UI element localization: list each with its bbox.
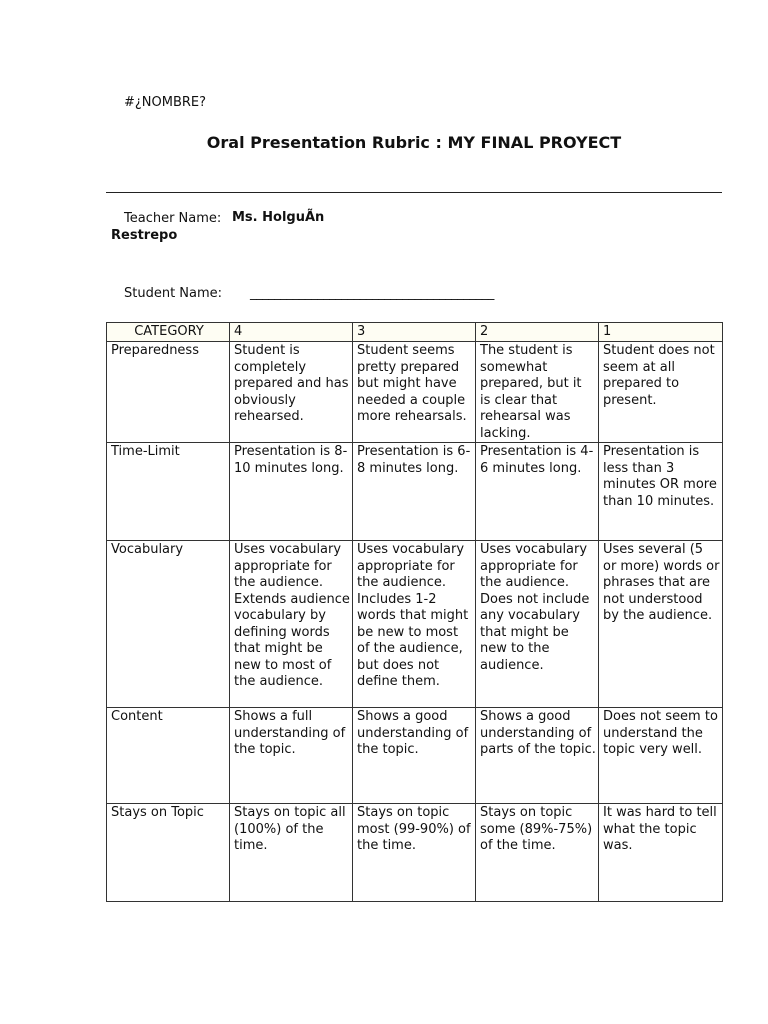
score-4-cell: Stays on topic all (100%) of the time.: [230, 804, 353, 902]
rubric-row-preparedness: [107, 342, 723, 443]
category-cell: Time-Limit: [107, 443, 230, 541]
score-3-cell: Student seems pretty prepared but might have needed a couple more rehearsals.: [353, 342, 476, 443]
rubric-row-vocabulary: [107, 541, 723, 708]
category-cell: Stays on Topic: [107, 804, 230, 902]
teacher-name-value-continued: Restrepo: [111, 228, 178, 243]
score-4-cell: Presentation is 8-10 minutes long.: [230, 443, 353, 541]
rubric-table: [106, 322, 723, 902]
hash-text: #¿NOMBRE?: [124, 95, 207, 110]
student-name-blank: ________________________________________: [250, 286, 495, 301]
rubric-row-time-limit: [107, 443, 723, 541]
category-cell: Preparedness: [107, 342, 230, 443]
score-2-cell: Shows a good understanding of parts of the topic.: [476, 708, 599, 804]
header-category: CATEGORY: [107, 323, 230, 342]
score-1-cell: Does not seem to understand the topic very well.: [599, 708, 723, 804]
score-1-cell: Uses several (5 or more) words or phrases that are not understood by the audience.: [599, 541, 723, 708]
teacher-name-value: Ms. HolguÃn: [232, 210, 325, 225]
score-1-cell: Presentation is less than 3 minutes OR more than 10 minutes.: [599, 443, 723, 541]
header-score-4: 4: [230, 323, 353, 342]
header-score-2: 2: [476, 323, 599, 342]
score-2-cell: Stays on topic some (89%-75%) of the time.: [476, 804, 599, 902]
score-4-cell: Shows a full understanding of the topic.: [230, 708, 353, 804]
rubric-row-stays-on-topic: [107, 804, 723, 902]
category-cell: Vocabulary: [107, 541, 230, 708]
score-2-cell: Presentation is 4-6 minutes long.: [476, 443, 599, 541]
score-3-cell: Shows a good understanding of the topic.: [353, 708, 476, 804]
divider-line: [106, 192, 722, 193]
page-title: Oral Presentation Rubric : MY FINAL PROYECT: [206, 133, 622, 152]
student-name-label: Student Name:: [124, 286, 223, 301]
score-4-cell: Student is completely prepared and has obviously rehearsed.: [230, 342, 353, 443]
score-3-cell: Uses vocabulary appropriate for the audience. Includes 1-2 words that might be new to most of the audience, but does not define them.: [353, 541, 476, 708]
score-3-cell: Presentation is 6-8 minutes long.: [353, 443, 476, 541]
score-1-cell: Student does not seem at all prepared to present.: [599, 342, 723, 443]
header-score-1: 1: [599, 323, 723, 342]
score-1-cell: It was hard to tell what the topic was.: [599, 804, 723, 902]
rubric-header-row: [107, 323, 723, 342]
rubric-row-content: [107, 708, 723, 804]
score-4-cell: Uses vocabulary appropriate for the audience. Extends audience vocabulary by defining words that might be new to most of the audience.: [230, 541, 353, 708]
score-2-cell: The student is somewhat prepared, but it is clear that rehearsal was lacking.: [476, 342, 599, 443]
header-score-3: 3: [353, 323, 476, 342]
teacher-name-label: Teacher Name:: [124, 211, 222, 226]
score-2-cell: Uses vocabulary appropriate for the audience. Does not include any vocabulary that might be new to the audience.: [476, 541, 599, 708]
category-cell: Content: [107, 708, 230, 804]
score-3-cell: Stays on topic most (99-90%) of the time.: [353, 804, 476, 902]
